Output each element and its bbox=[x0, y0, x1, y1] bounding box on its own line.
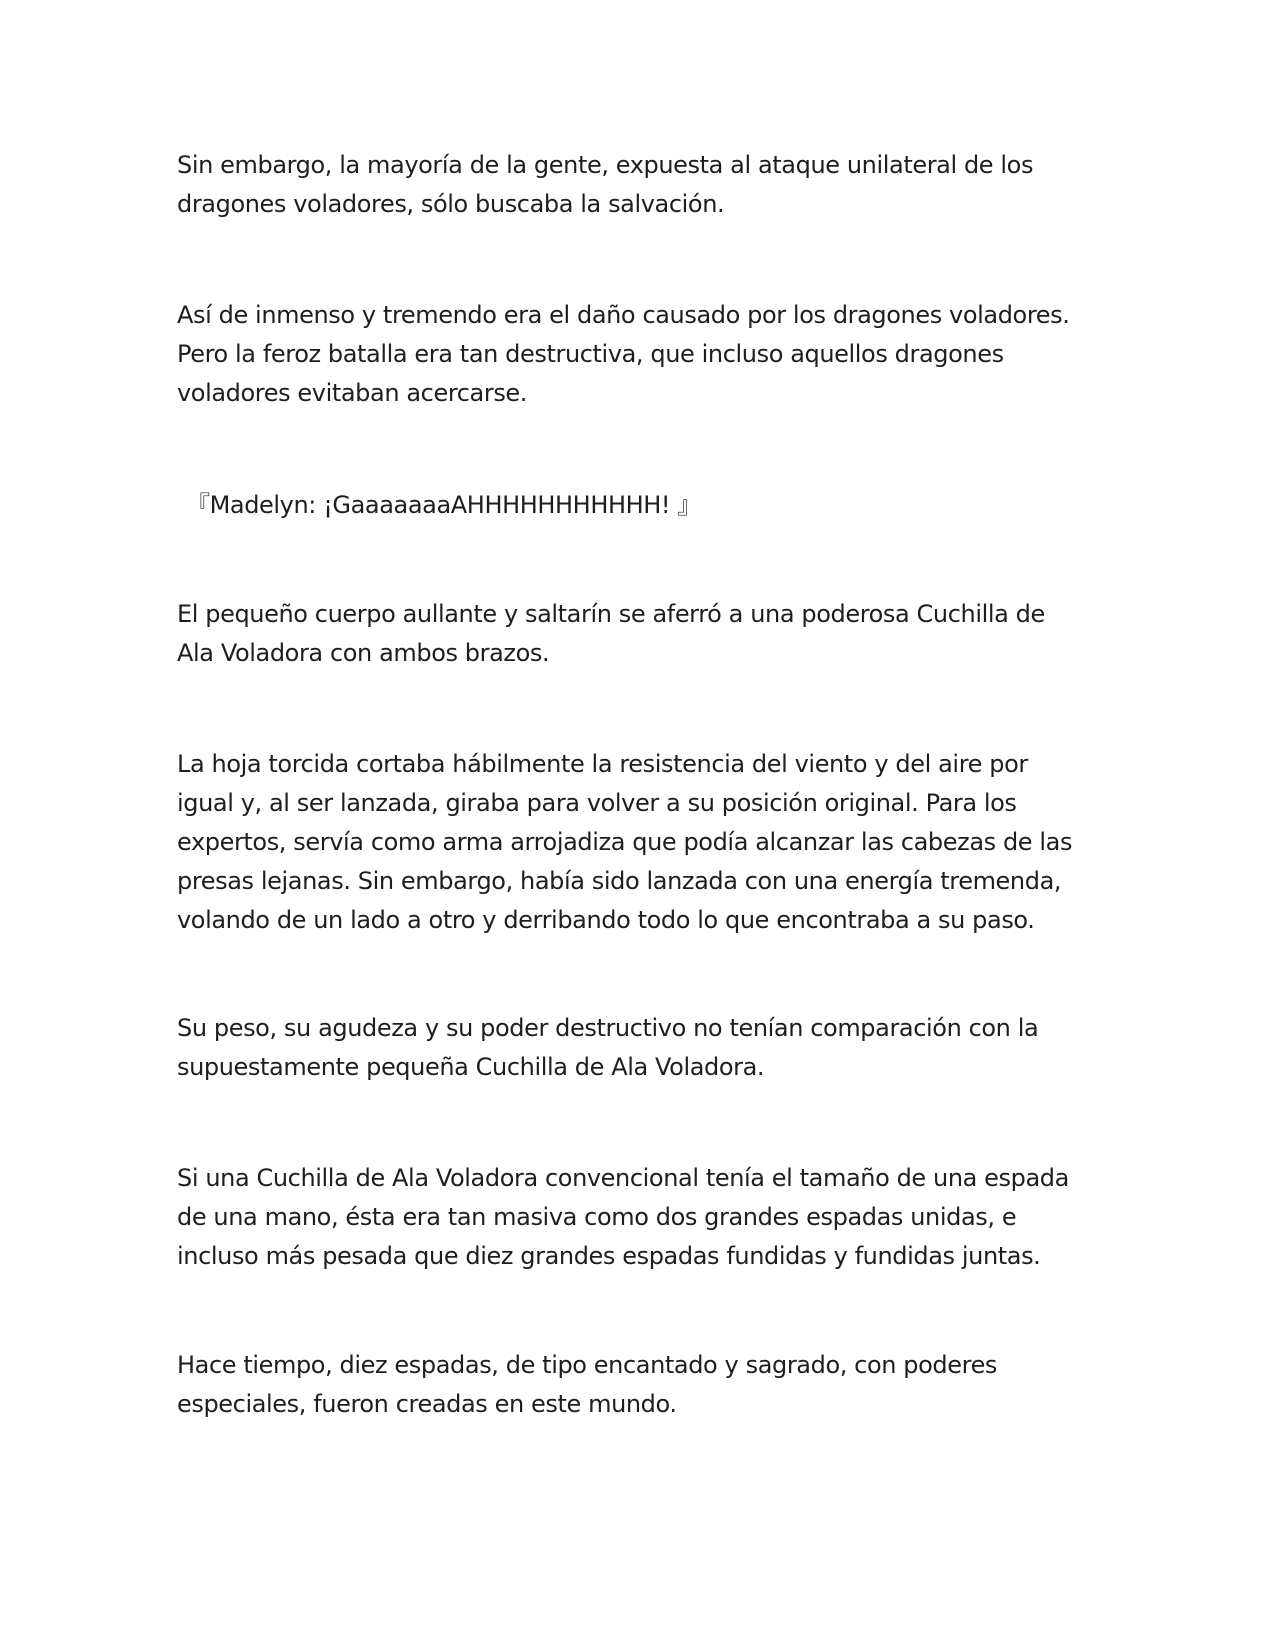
text-line: presas lejanas. Sin embargo, había sido lanzada con una energía tremenda, bbox=[177, 867, 1062, 895]
text-line: Su peso, su agudeza y su poder destructivo no tenían comparación con la bbox=[177, 1014, 1039, 1042]
paragraph-4 bbox=[177, 595, 1097, 673]
paragraph-2 bbox=[177, 296, 1097, 413]
text-line: Hace tiempo, diez espadas, de tipo encantado y sagrado, con poderes bbox=[177, 1351, 998, 1379]
text-line: volando de un lado a otro y derribando todo lo que encontraba a su paso. bbox=[177, 906, 1035, 934]
paragraph-7 bbox=[177, 1159, 1097, 1276]
paragraph-1 bbox=[177, 146, 1097, 224]
paragraph-5 bbox=[177, 745, 1097, 940]
text-line: supuestamente pequeña Cuchilla de Ala Voladora. bbox=[177, 1053, 765, 1081]
text-line: especiales, fueron creadas en este mundo. bbox=[177, 1390, 677, 1418]
text-line: Si una Cuchilla de Ala Voladora convencional tenía el tamaño de una espada bbox=[177, 1164, 1069, 1192]
text-line: El pequeño cuerpo aullante y saltarín se aferró a una poderosa Cuchilla de bbox=[177, 600, 1045, 628]
text-line: incluso más pesada que diez grandes espadas fundidas y fundidas juntas. bbox=[177, 1242, 1041, 1270]
text-line: expertos, servía como arma arrojadiza que podía alcanzar las cabezas de las bbox=[177, 828, 1073, 856]
text-line: voladores evitaban acercarse. bbox=[177, 379, 528, 407]
text-line: Así de inmenso y tremendo era el daño causado por los dragones voladores. bbox=[177, 301, 1070, 329]
paragraph-8 bbox=[177, 1346, 1097, 1424]
text-line: 『Madelyn: ¡GaaaaaaaAHHHHHHHHHHH! 』 bbox=[186, 491, 701, 519]
text-line: Ala Voladora con ambos brazos. bbox=[177, 639, 550, 667]
text-line: La hoja torcida cortaba hábilmente la resistencia del viento y del aire por bbox=[177, 750, 1028, 778]
text-line: de una mano, ésta era tan masiva como dos grandes espadas unidas, e bbox=[177, 1203, 1017, 1231]
paragraph-6 bbox=[177, 1009, 1097, 1087]
text-line: Sin embargo, la mayoría de la gente, expuesta al ataque unilateral de los bbox=[177, 151, 1034, 179]
text-line: dragones voladores, sólo buscaba la salvación. bbox=[177, 190, 725, 218]
dialogue-line bbox=[186, 486, 1106, 525]
text-line: igual y, al ser lanzada, giraba para volver a su posición original. Para los bbox=[177, 789, 1017, 817]
text-line: Pero la feroz batalla era tan destructiva, que incluso aquellos dragones bbox=[177, 340, 1004, 368]
